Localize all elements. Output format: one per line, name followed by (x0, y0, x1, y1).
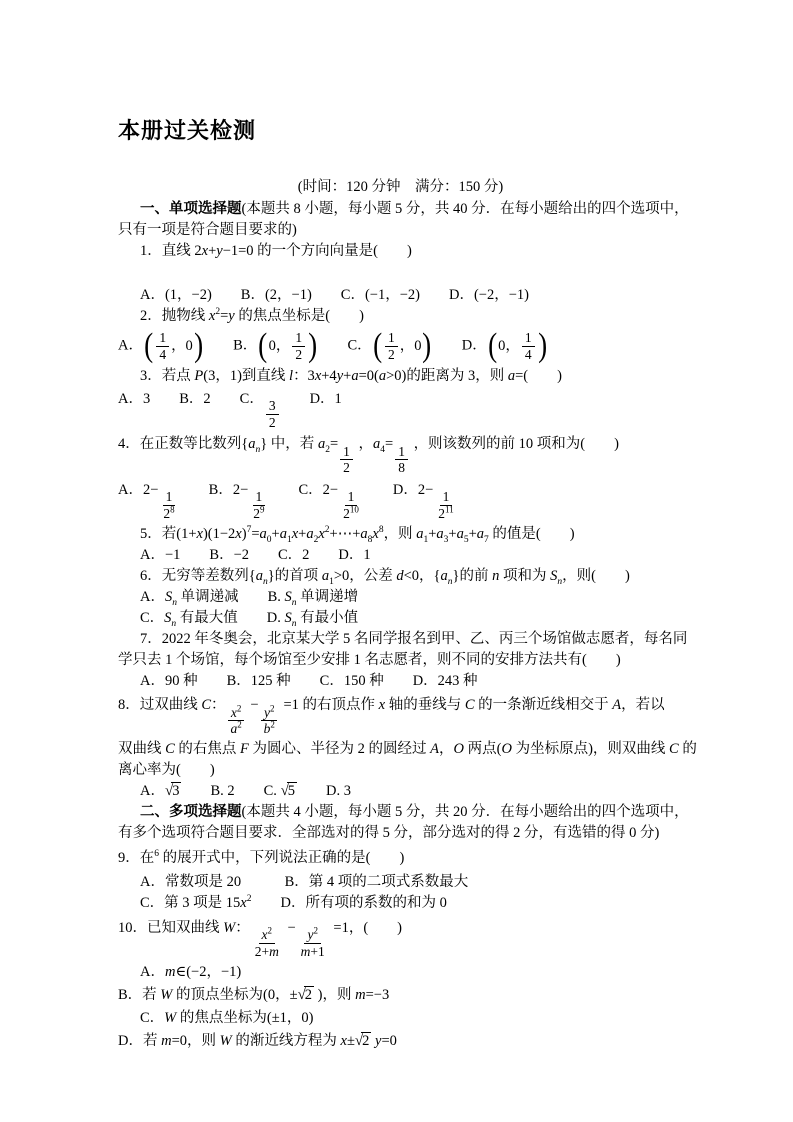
q10-option-c: C．W 的焦点坐标为(±1，0) (140, 1010, 314, 1027)
q5-stem: 5．若$(1+x)(1-2x)^7=a_0+a_1x+a_2x^2+\cdots+a_8x^8$，则 $a_1+a_3+a_5+a_7$ 的值是( ) (140, 525, 575, 546)
q10-option-d: D．若 m=0，则 W 的渐近线方程为 x±√2 y=0 (118, 1033, 397, 1050)
q6-options-ab: A．$S_n$ 单调递减 B. $S_n$ 单调递增 (140, 589, 359, 609)
exam-info: (时间：120 分钟 满分：150 分) (297, 179, 504, 195)
doc-title: 本册过关检测 (118, 118, 257, 143)
section1-header: 一、单项选择题(本题共 8 小题，每小题 5 分，共 40 分．在每小题给出的四个选项中， (140, 201, 689, 217)
q9-options-cd: C．第 3 项是 $15x^2$ D．所有项的系数的和为 0 (140, 894, 447, 911)
q9-stem: 9．在$^6$ 的展开式中，下列说法正确的是( ) (118, 849, 405, 866)
q10-stem: 10．已知双曲线 W： $\frac{x^2}{2+m}$ − $\frac{y^2}{m+1}$ =1，( ) (118, 919, 402, 959)
q10-option-a: A．m∈(−2，−1) (140, 964, 242, 981)
q2-stem: 2．抛物线 $x^2=y$ 的焦点坐标是( ) (140, 307, 364, 324)
q8-options: A．√3 B. 2 C. √5 D. 3 (140, 782, 352, 799)
exam-body (118, 177, 697, 1054)
q7-options: A．90 种 B．125 种 C．150 种 D．243 种 (140, 673, 478, 690)
q10-option-b: B．若 W 的顶点坐标为(0，±√2 )，则 m=−3 (118, 987, 390, 1004)
q3-options: A．3 B．2 C． $\frac{3}{2}$ D．1 (118, 391, 342, 430)
q4-options: A．2− $\frac{1}{2^8}$ B．2− $\frac{1}{2^9}$ C．2− $\frac{1}{2^{10}}$ D．2− $\frac{1}{2^{11}}$ (118, 481, 454, 521)
q7-stem-1: 7．2022 年冬奥会，北京某大学 5 名同学报名到甲、乙、丙三个场馆做志愿者，每名同 (140, 631, 688, 648)
q3-stem: 3．若点 P(3，1)到直线 l：3x+4y+a=0(a>0)的距离为 3，则 a=( ) (140, 368, 562, 385)
section2-header: 二、多项选择题(本题共 4 小题，每小题 5 分，共 20 分．在每小题给出的四个选项中， (140, 803, 689, 820)
section2-header-cont: 有多个选项符合题目要求．全部选对的得 5 分，部分选对的得 2 分，有选错的得 0 分) (118, 824, 660, 841)
q8-stem-1: 8．过双曲线 C： $\frac{x^2}{a^2}$ − $\frac{y^2}{b^2}$ =1 的右顶点作 x 轴的垂线与 C 的一条渐近线相交于 A，若以 (118, 697, 665, 737)
section1-header-cont: 只有一项是符合题目要求的) (118, 222, 297, 238)
q4-stem: 4．在正数等比数列$\{a_n\}$ 中，若 $a_2=$ $\frac{1}{2}$ ，$a_4=$ $\frac{1}{8}$ ，则该数列的前 10 项和为( ) (118, 436, 619, 476)
q1-stem: 1．直线 2x+y−1=0 的一个方向向量是( ) (140, 243, 412, 259)
q6-options-cd: C．$S_n$ 有最大值 D. $S_n$ 有最小值 (140, 610, 359, 630)
q7-stem-2: 学只去 1 个场馆，每个场馆至少安排 1 名志愿者，则不同的安排方法共有( ) (118, 652, 621, 669)
q1-options: A．(1，−2) B．(2，−1) C．(−1，−2) D．(−2，−1) (140, 287, 529, 303)
q2-options: A． ( $\frac{1}{4}$ ，0 ) B． ( 0， $\frac{1}{2}$ ) C． ( $\frac{1}{2}$ ，0 ) D． ( 0， $\frac{1}{4}$ ) (118, 326, 547, 364)
q8-stem-2: 双曲线 C 的右焦点 F 为圆心、半径为 2 的圆经过 A，O 两点(O 为坐标原点)，则双曲线 C 的 (118, 740, 697, 757)
q8-stem-3: 离心率为( ) (118, 761, 215, 778)
q6-stem: 6．无穷等差数列$\{a_n\}$的首项 $a_1>0$，公差 d<0，$\{a_n\}$的前 n 项和为 $S_n$，则( ) (140, 568, 630, 588)
q5-options: A．−1 B．−2 C．2 D．1 (140, 547, 371, 564)
q9-options-ab: A．常数项是 20 B．第 4 项的二项式系数最大 (140, 873, 469, 890)
